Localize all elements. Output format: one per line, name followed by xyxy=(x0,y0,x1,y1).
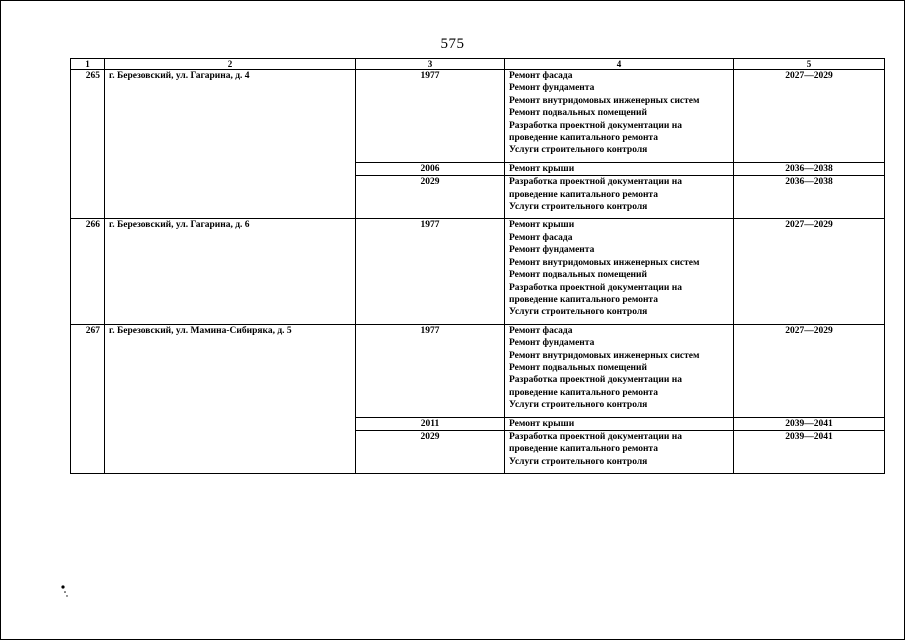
scan-speck xyxy=(60,584,70,600)
work-item: Ремонт крыши xyxy=(509,220,575,231)
header-col-4: 4 xyxy=(505,59,734,70)
work-item: Ремонт фундамента xyxy=(509,83,595,94)
work-item: Ремонт подвальных помещений xyxy=(509,362,647,373)
page-number: 575 xyxy=(440,36,465,52)
row-address: г. Березовский, ул. Мамина-Сибиряка, д. 5 xyxy=(105,324,356,473)
repair-schedule-table xyxy=(70,58,885,474)
table-body xyxy=(71,70,885,474)
repair-period: 2027—2029 xyxy=(734,324,885,417)
repair-period: 2036—2038 xyxy=(734,176,885,219)
construction-year: 2011 xyxy=(356,417,505,430)
works-list xyxy=(505,219,734,324)
repair-period: 2027—2029 xyxy=(734,219,885,324)
work-item: Ремонт фундамента xyxy=(509,338,595,349)
construction-year: 2006 xyxy=(356,162,505,175)
work-item: Услуги строительного контроля xyxy=(509,145,648,156)
construction-year: 1977 xyxy=(356,324,505,417)
work-item: проведение капитального ремонта xyxy=(509,444,658,455)
repair-period: 2036—2038 xyxy=(734,162,885,175)
work-item: Ремонт фасада xyxy=(509,71,573,81)
repair-period: 2039—2041 xyxy=(734,417,885,430)
work-item: Услуги строительного контроля xyxy=(509,307,648,318)
works-list xyxy=(505,70,734,163)
table-row xyxy=(71,219,885,324)
row-number: 266 xyxy=(71,219,105,324)
work-item: проведение капитального ремонта xyxy=(509,133,658,144)
row-address: г. Березовский, ул. Гагарина, д. 6 xyxy=(105,219,356,324)
work-item: Услуги строительного контроля xyxy=(509,456,648,467)
header-row xyxy=(71,59,885,70)
work-item: Разработка проектной документации на xyxy=(509,282,682,293)
work-item: Ремонт фасада xyxy=(509,232,573,243)
works-list xyxy=(505,324,734,417)
work-item: Ремонт крыши xyxy=(509,418,575,429)
work-item: Ремонт подвальных помещений xyxy=(509,108,647,119)
works-list xyxy=(505,417,734,430)
work-item: проведение капитального ремонта xyxy=(509,387,658,398)
table-row xyxy=(71,324,885,417)
work-item: Ремонт внутридомовых инженерных систем xyxy=(509,350,700,361)
construction-year: 2029 xyxy=(356,176,505,219)
work-item: Ремонт внутридомовых инженерных систем xyxy=(509,257,700,268)
construction-year: 1977 xyxy=(356,70,505,163)
repair-period: 2027—2029 xyxy=(734,70,885,163)
work-item: Разработка проектной документации на xyxy=(509,177,682,188)
row-number: 265 xyxy=(71,70,105,219)
construction-year: 1977 xyxy=(356,219,505,324)
work-item: Услуги строительного контроля xyxy=(509,202,648,213)
header-col-5: 5 xyxy=(734,59,885,70)
work-item: Ремонт фундамента xyxy=(509,245,595,256)
repair-period: 2039—2041 xyxy=(734,430,885,473)
table-row xyxy=(71,70,885,163)
work-item: Разработка проектной документации на xyxy=(509,375,682,386)
work-item: Разработка проектной документации на xyxy=(509,120,682,131)
work-item: проведение капитального ремонта xyxy=(509,189,658,200)
work-item: Ремонт внутридомовых инженерных систем xyxy=(509,95,700,106)
work-item: Услуги строительного контроля xyxy=(509,400,648,411)
work-item: Ремонт фасада xyxy=(509,325,573,336)
work-item: проведение капитального ремонта xyxy=(509,294,658,305)
row-number: 267 xyxy=(71,324,105,473)
header-col-1: 1 xyxy=(71,59,105,70)
construction-year: 2029 xyxy=(356,430,505,473)
header-col-2: 2 xyxy=(105,59,356,70)
work-item: Ремонт подвальных помещений xyxy=(509,270,647,281)
works-list xyxy=(505,162,734,175)
work-item: Ремонт крыши xyxy=(509,163,575,174)
works-list xyxy=(505,176,734,219)
row-address: г. Березовский, ул. Гагарина, д. 4 xyxy=(105,70,356,219)
work-item: Разработка проектной документации на xyxy=(509,431,682,442)
works-list xyxy=(505,430,734,473)
header-col-3: 3 xyxy=(356,59,505,70)
